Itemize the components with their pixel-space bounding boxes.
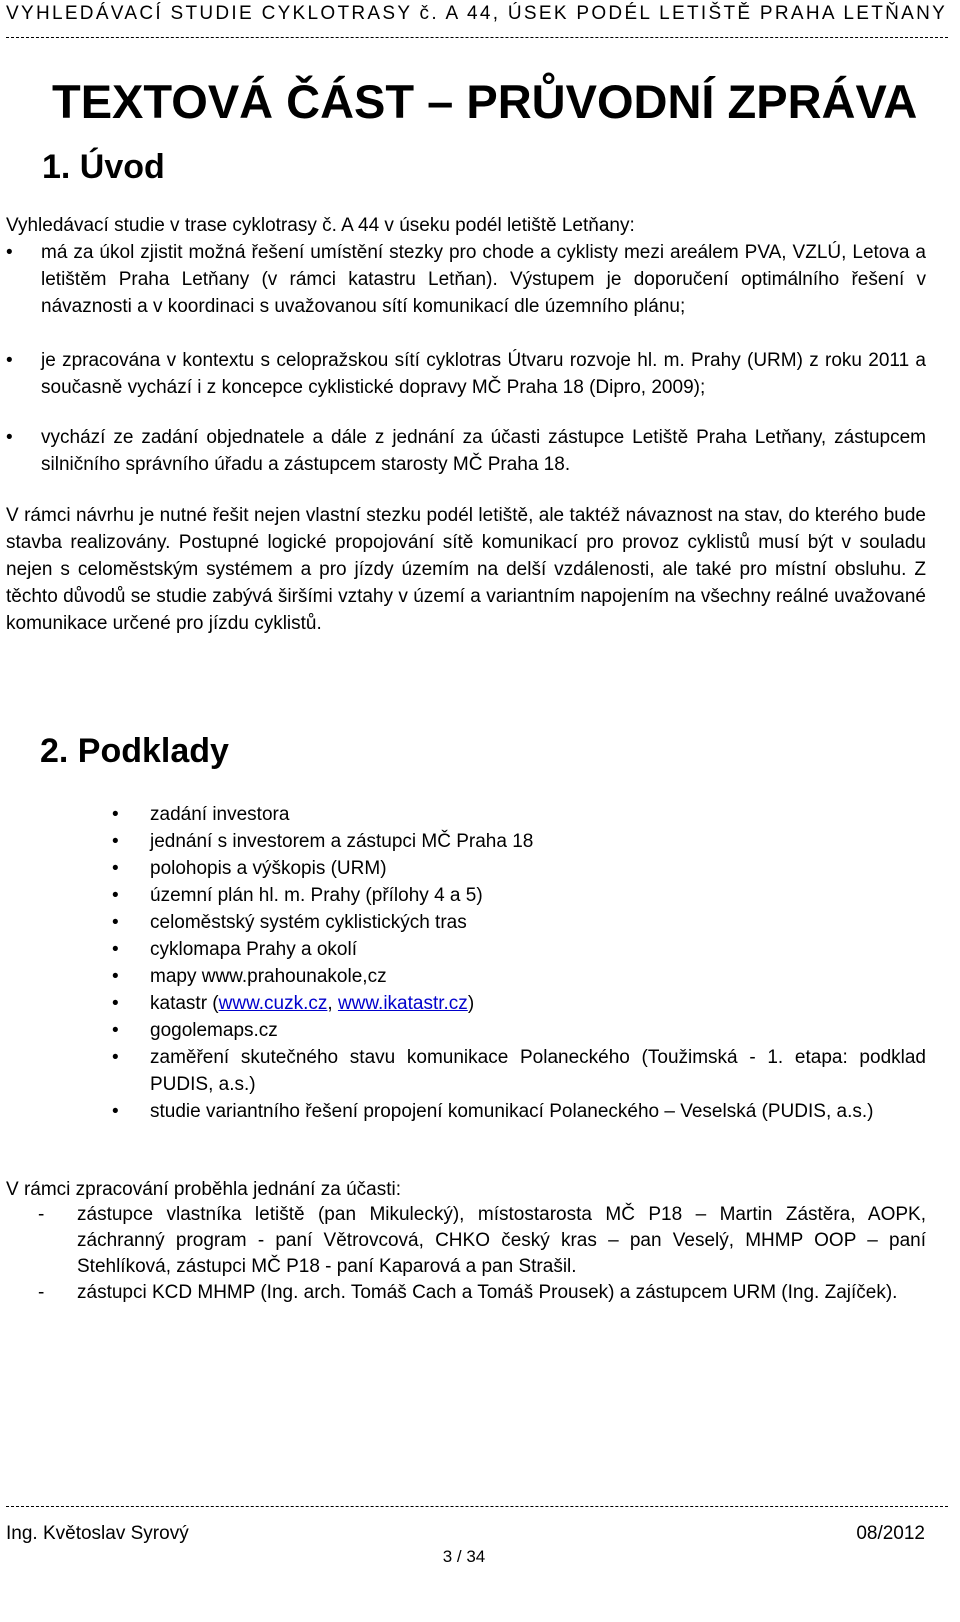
bullet-icon: • bbox=[112, 939, 119, 960]
bullet-icon: • bbox=[112, 885, 119, 906]
bullet-icon: • bbox=[112, 1047, 119, 1068]
list-item bbox=[6, 239, 926, 320]
bullet-icon: • bbox=[6, 242, 13, 263]
bullet-text: má za úkol zjistit možná řešení umístění stezky pro chode a cyklisty mezi areálem PVA, VZLÚ, Letova a letištěm Praha Letňany (v rámci katastru Letňan). Výstupem je doporučení optimálního řešení v návaznosti a v koordinaci s uvažovanou sítí komunikací dle územního plánu; bbox=[41, 242, 926, 317]
bullet-text: vychází ze zadání objednatele a dále z jednání za účasti zástupce Letiště Praha Letňany, zástupcem silničního správního úřadu a zástupcem starosty MČ Praha 18. bbox=[41, 427, 926, 475]
bullet-icon: • bbox=[112, 831, 119, 852]
dash-marker: - bbox=[38, 1282, 45, 1303]
sources-list bbox=[112, 801, 926, 1125]
footer-author: Ing. Květoslav Syrový bbox=[6, 1523, 189, 1544]
list-item bbox=[6, 424, 926, 478]
bullet-icon: • bbox=[112, 993, 119, 1014]
list-item: • mapy www.prahounakole,cz bbox=[112, 963, 926, 990]
bullet-icon: • bbox=[112, 966, 119, 987]
bullet-icon: • bbox=[112, 858, 119, 879]
page-number: 3 / 34 bbox=[442, 1547, 486, 1566]
list-item: • celoměstský systém cyklistických tras bbox=[112, 909, 926, 936]
meetings-intro: V rámci zpracování proběhla jednání za účasti: bbox=[6, 1179, 401, 1200]
ikatastr-link[interactable]: www.ikatastr.cz bbox=[337, 993, 468, 1014]
list-item: • jednání s investorem a zástupci MČ Praha 18 bbox=[112, 828, 926, 855]
list-item: • zadání investora bbox=[112, 801, 926, 828]
list-item: • polohopis a výškopis (URM) bbox=[112, 855, 926, 882]
list-item: - zástupce vlastníka letiště (pan Mikulecký), místostarosta MČ P18 – Martin Zástěra, AOPK, záchranný program - paní Větrovcová, CHKO český kras – pan Veselý, MHMP OOP – paní Stehlíková, zástupci MČ P18 - paní Kaparová a pan Strašil. bbox=[38, 1204, 926, 1277]
header-divider bbox=[6, 37, 948, 38]
list-item: • územní plán hl. m. Prahy (přílohy 4 a 5) bbox=[112, 882, 926, 909]
body-paragraph: V rámci návrhu je nutné řešit nejen vlastní stezku podél letiště, ale taktéž návaznost na stav, do kterého bude stavba realizovány. Postupné logické propojování sítě komunikací pro provoz cyklistů musí být v souladu nejen s celoměstským systémem a pro jízdy územím na delší vzdálenosti, ale také pro místní obsluhu. Z těchto důvodů se studie zabývá širšími vztahy v území a variantním napojením na všechny reálné uvažované komunikace určené pro jízdu cyklistů. bbox=[6, 505, 926, 634]
bullet-icon: • bbox=[6, 427, 13, 448]
bullet-text: je zpracována v kontextu s celopražskou sítí cyklotras Útvaru rozvoje hl. m. Prahy (URM) z roku 2011 a současně vychází i z koncepce cyklistické dopravy MČ Praha 18 (Dipro, 2009); bbox=[41, 350, 926, 398]
list-item: • gogolemaps.cz bbox=[112, 1017, 926, 1044]
list-item-katastr: • katastr (www.cuzk.cz, www.ikatastr.cz) bbox=[112, 990, 926, 1017]
list-item: • studie variantního řešení propojení komunikací Polaneckého – Veselská (PUDIS, a.s.) bbox=[112, 1098, 926, 1125]
bullet-icon: • bbox=[112, 1101, 119, 1122]
meetings-list bbox=[6, 1202, 926, 1306]
list-item bbox=[6, 347, 926, 401]
list-item: • cyklomapa Prahy a okolí bbox=[112, 936, 926, 963]
running-header: VYHLEDÁVACÍ STUDIE CYKLOTRASY č. A 44, ÚSEK PODÉL LETIŠTĚ PRAHA LETŇANY bbox=[6, 3, 948, 24]
footer-date: 08/2012 bbox=[856, 1523, 925, 1544]
footer-divider bbox=[6, 1506, 948, 1507]
bullet-icon: • bbox=[112, 912, 119, 933]
list-item: - zástupci KCD MHMP (Ing. arch. Tomáš Cach a Tomáš Prousek) a zástupcem URM (Ing. Zajíček). bbox=[6, 1280, 926, 1306]
dash-marker: - bbox=[38, 1204, 45, 1225]
section-heading-intro: 1. Úvod bbox=[42, 148, 165, 186]
page-title: TEXTOVÁ ČÁST – PRŮVODNÍ ZPRÁVA bbox=[52, 75, 918, 128]
intro-line: Vyhledávací studie v trase cyklotrasy č. A 44 v úseku podél letiště Letňany: bbox=[6, 215, 635, 236]
bullet-icon: • bbox=[6, 350, 13, 371]
bullet-icon: • bbox=[112, 1020, 119, 1041]
section-heading-sources: 2. Podklady bbox=[40, 732, 229, 770]
list-item: • zaměření skutečného stavu komunikace Polaneckého (Toužimská - 1. etapa: podklad PUDIS, a.s.) bbox=[112, 1044, 926, 1098]
cuzk-link[interactable]: www.cuzk.cz bbox=[218, 993, 328, 1014]
bullet-icon: • bbox=[112, 804, 119, 825]
